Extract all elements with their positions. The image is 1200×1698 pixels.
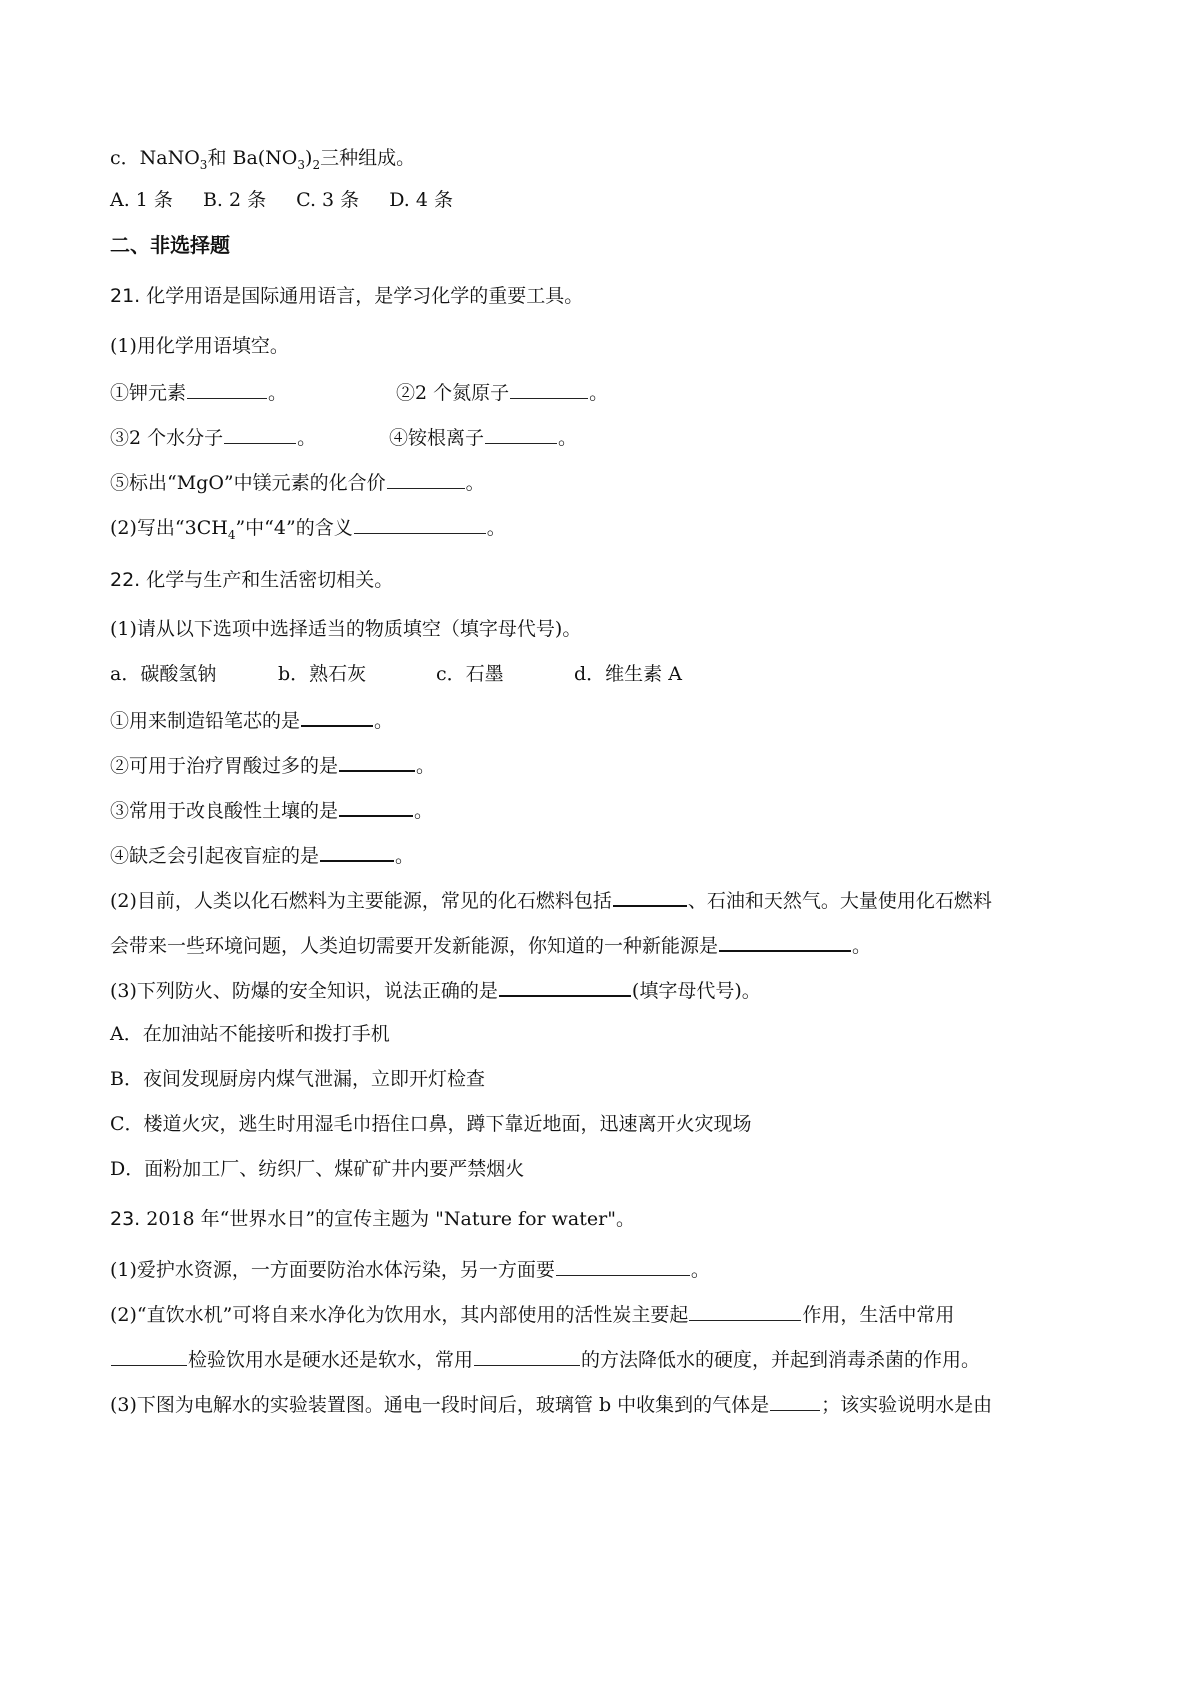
q20-option-line-c: c．NaNO$_3$和 $Ba(NO_3)_2$三种组成。 [110, 147, 416, 172]
answer-blank[interactable] [354, 515, 486, 534]
q22-choice-a: a．碳酸氢钠 [110, 663, 217, 685]
q22-option-d: D．面粉加工厂、纺织厂、煤矿矿井内要严禁烟火 [110, 1158, 525, 1180]
answer-blank[interactable] [510, 380, 588, 399]
q22-option-a: A．在加油站不能接听和拨打手机 [110, 1023, 390, 1045]
q22-choice-b: b．熟石灰 [278, 663, 367, 685]
answer-blank[interactable] [387, 470, 465, 489]
q22-part1: (1)请从以下选项中选择适当的物质填空（填字母代号)。 [110, 618, 582, 640]
answer-blank[interactable] [719, 932, 851, 952]
answer-blank[interactable] [111, 1347, 187, 1366]
answer-blank[interactable] [613, 887, 687, 907]
answer-blank[interactable] [556, 1257, 690, 1276]
q20-option-a: A. 1 条 [110, 189, 173, 211]
answer-blank[interactable] [485, 425, 557, 444]
q22-item1: ①用来制造铅笔芯的是 。 [110, 707, 393, 733]
q22-choice-d: d．维生素 A [574, 663, 682, 685]
answer-blank[interactable] [187, 380, 267, 399]
answer-blank[interactable] [224, 425, 296, 444]
q22-part2-line2: 会带来一些环境问题，人类迫切需要开发新能源，你知道的一种新能源是 。 [110, 932, 871, 958]
q21-part1: (1)用化学用语填空。 [110, 335, 289, 357]
answer-blank[interactable] [320, 842, 394, 862]
q23-number: 23. [110, 1208, 141, 1230]
section-title: 二、非选择题 [110, 233, 230, 257]
q20-option-b: B. 2 条 [202, 189, 267, 211]
q23-part2-line2: 检验饮用水是硬水还是软水，常用 的方法降低水的硬度，并起到消毒杀菌的作用。 [110, 1347, 980, 1372]
q22-stem: 22. 化学与生产和生活密切相关。 [110, 569, 394, 591]
q21-item3: ③2 个水分子 。 [110, 427, 317, 449]
q21-stem: 21. 化学用语是国际通用语言，是学习化学的重要工具。 [110, 285, 584, 307]
q23-part2-line1: (2)“直饮水机”可将自来水净化为饮用水，其内部使用的活性炭主要起 作用，生活中常用 [110, 1304, 955, 1326]
q22-item4: ④缺乏会引起夜盲症的是 。 [110, 842, 414, 868]
q21-item1: ①钾元素 。 [110, 382, 288, 404]
answer-blank[interactable] [339, 752, 415, 772]
q22-part2-line1: (2)目前，人类以化石燃料为主要能源，常见的化石燃料包括 、石油和天然气。大量使用化石燃料 [110, 887, 992, 913]
answer-blank[interactable] [499, 977, 631, 997]
answer-blank[interactable] [301, 707, 373, 727]
q22-option-c: C．楼道火灾，逃生时用湿毛巾捂住口鼻，蹲下靠近地面，迅速离开火灾现场 [110, 1113, 752, 1135]
q21-part2: (2)写出“$3CH_4$”中“4”的含义 。 [110, 517, 506, 542]
q21-item4: ④铵根离子 。 [389, 427, 578, 449]
q21-number: 21. [110, 285, 141, 307]
q23-stem: 23. 2018 年“世界水日”的宣传主题为 "Nature for water"。 [110, 1208, 635, 1230]
answer-blank[interactable] [339, 797, 413, 817]
answer-blank[interactable] [770, 1392, 820, 1411]
q21-item5: ⑤标出“MgO”中镁元素的化合价 。 [110, 472, 485, 494]
q22-item2: ②可用于治疗胃酸过多的是 。 [110, 752, 435, 778]
q22-option-b: B．夜间发现厨房内煤气泄漏，立即开灯检查 [110, 1068, 485, 1090]
q20-answer-options [110, 188, 483, 212]
q22-part3: (3)下列防火、防爆的安全知识，说法正确的是 (填字母代号)。 [110, 977, 761, 1003]
q23-part1: (1)爱护水资源，一方面要防治水体污染，另一方面要 。 [110, 1259, 710, 1281]
q20-option-c: C. 3 条 [296, 189, 360, 211]
q21-item2: ②2 个氮原子 。 [396, 382, 609, 404]
q22-number: 22. [110, 569, 141, 591]
q20-option-d: D. 4 条 [389, 189, 453, 211]
q22-item3: ③常用于改良酸性土壤的是 。 [110, 797, 433, 823]
answer-blank[interactable] [689, 1302, 801, 1321]
q23-part3: (3)下图为电解水的实验装置图。通电一段时间后，玻璃管 b 中收集到的气体是 ；该实验说明水是由 [110, 1394, 993, 1416]
answer-blank[interactable] [474, 1347, 580, 1366]
q22-choice-c: c．石墨 [436, 663, 504, 685]
